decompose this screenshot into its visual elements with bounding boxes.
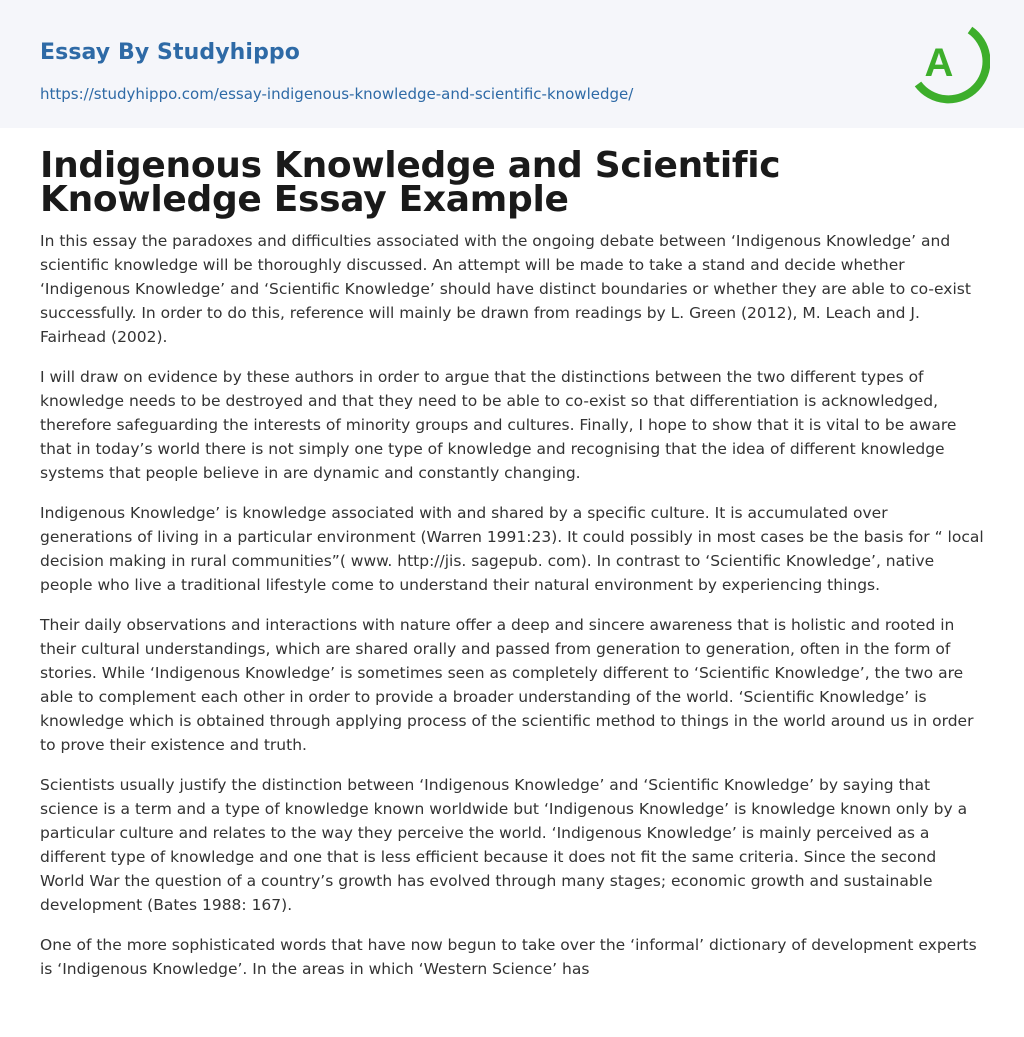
essay-paragraph: I will draw on evidence by these authors in order to argue that the distinctions between the two different types of knowledge needs to be destroyed and that they need to be able to co-exist so that differentiation is acknowledged, therefore safeguarding the interests of minority groups and cultures. Finally, I hope to show that it is vital to be aware that in today’s world there is not simply one type of knowledge and recognising that the idea of different knowledge systems that people believe in are dynamic and constantly changing.	[40, 368, 957, 482]
essay-url-link[interactable]: https://studyhippo.com/essay-indigenous-knowledge-and-scientific-knowledge/	[40, 85, 634, 103]
essay-paragraph: In this essay the paradoxes and difficulties associated with the ongoing debate between ‘Indigenous Knowledge’ and scientific knowledge will be thoroughly discussed. An attempt will be made to take a stand and decide whether ‘Indigenous Knowledge’ and ‘Scientific Knowledge’ should have distinct boundaries or whether they are able to co-exist successfully. In order to do this, reference will mainly be drawn from readings by L. Green (2012), M. Leach and J. Fairhead (2002).	[40, 232, 971, 346]
essay-title: Indigenous Knowledge and Scientific Knowledge Essay Example	[40, 145, 781, 220]
essay-paragraph: Indigenous Knowledge’ is knowledge associated with and shared by a specific culture. It is accumulated over generations of living in a particular environment (Warren 1991:23). It could possibly in most cases be the basis for “ local decision making in rural communities”( www. http://jis. sagepub. com). In contrast to ‘Scientific Knowledge’, native people who live a traditional lifestyle come to understand their natural environment by experiencing things.	[40, 504, 984, 594]
site-brand[interactable]: Essay By Studyhippo	[40, 40, 300, 65]
essay-paragraph: One of the more sophisticated words that have now begun to take over the ‘informal’ dictionary of development experts is ‘Indigenous Knowledge’. In the areas in which ‘Western Science’ has	[40, 936, 977, 978]
site-header	[0, 0, 1024, 128]
article	[0, 145, 1024, 981]
logo-letter: A	[924, 41, 954, 85]
studyhippo-logo-icon[interactable]	[906, 18, 990, 106]
essay-paragraph: Scientists usually justify the distinction between ‘Indigenous Knowledge’ and ‘Scientific Knowledge’ by saying that science is a term and a type of knowledge known worldwide but ‘Indigenous Knowledge’ is knowledge known only by a particular culture and relates to the way they perceive the world. ‘Indigenous Knowledge’ is mainly perceived as a different type of knowledge and one that is less efficient because it does not fit the same criteria. Since the second World War the question of a country’s growth has evolved through many stages; economic growth and sustainable development (Bates 1988: 167).	[40, 776, 968, 914]
essay-paragraph: Their daily observations and interactions with nature offer a deep and sincere awareness that is holistic and rooted in their cultural understandings, which are shared orally and passed from generation to generation, often in the form of stories. While ‘Indigenous Knowledge’ is sometimes seen as completely different to ‘Scientific Knowledge’, the two are able to complement each other in order to provide a broader understanding of the world. ‘Scientific Knowledge’ is knowledge which is obtained through applying process of the scientific method to things in the world around us in order to prove their existence and truth.	[40, 616, 974, 754]
